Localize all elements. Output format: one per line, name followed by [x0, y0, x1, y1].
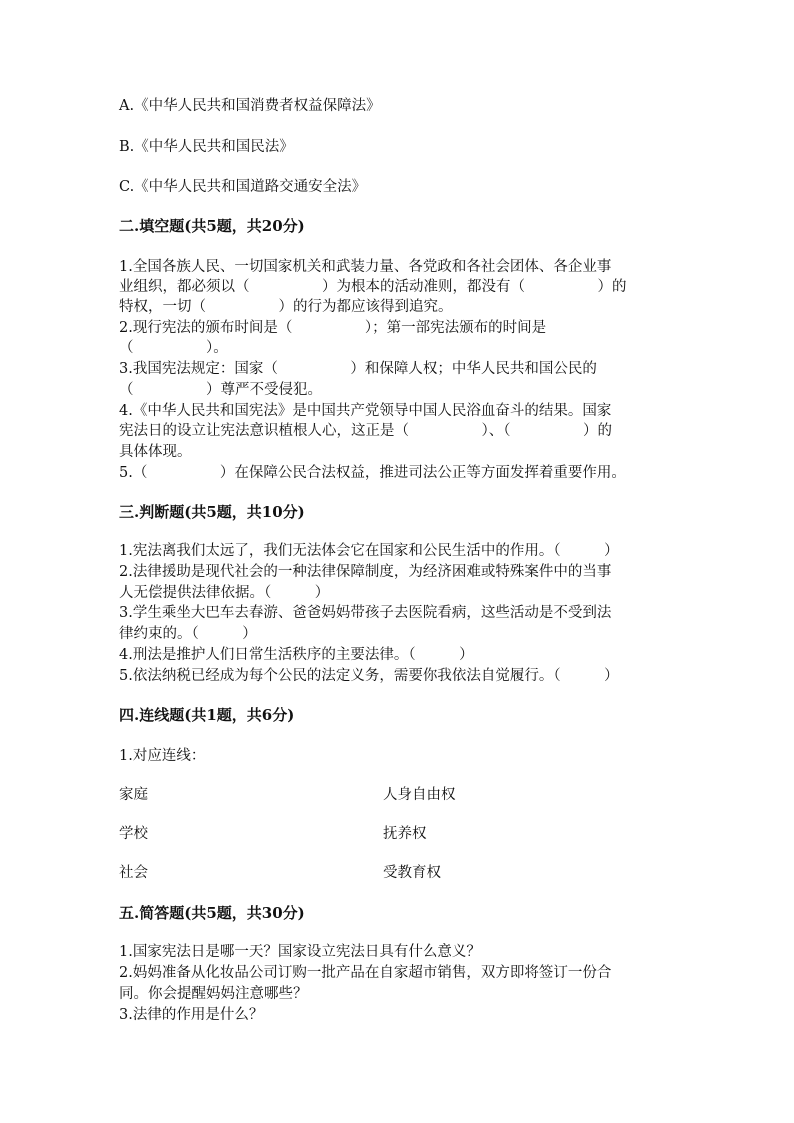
question-line: 2.现行宪法的颁布时间是（ ）；第一部宪法颁布的时间是	[119, 320, 547, 336]
choice-a: A.《中华人民共和国消费者权益保障法》	[119, 98, 381, 114]
question-line: 1.宪法离我们太远了，我们无法体会它在国家和公民生活中的作用。（ ）	[119, 543, 619, 559]
question-line: 宪法日的设立让宪法意识植根人心，这正是（ ）、（ ）的	[119, 423, 612, 439]
question-line: 3.我国宪法规定：国家（ ）和保障人权；中华人民共和国公民的	[119, 361, 597, 377]
question-line: 1.国家宪法日是哪一天？国家设立宪法日具有什么意义？	[119, 944, 481, 960]
question-line: 5.（ ）在保障公民合法权益，推进司法公正等方面发挥着重要作用。	[119, 465, 626, 481]
question-line: 特权，一切（ ）的行为都应该得到追究。	[119, 299, 453, 315]
section-heading-matching: 四.连线题(共1题，共6分)	[119, 706, 295, 724]
question-line: 5.依法纳税已经成为每个公民的法定义务，需要你我依法自觉履行。（ ）	[119, 668, 619, 684]
question-line: 2.法律援助是现代社会的一种法律保障制度，为经济困难或特殊案件中的当事	[119, 564, 612, 580]
match-right-item: 抚养权	[383, 826, 427, 842]
choice-c: C.《中华人民共和国道路交通安全法》	[119, 179, 367, 195]
match-right-item: 受教育权	[383, 865, 441, 881]
section-heading-fill-blank: 二.填空题(共5题，共20分)	[119, 217, 305, 235]
section-heading-true-false: 三.判断题(共5题，共10分)	[119, 503, 305, 521]
match-left-item: 家庭	[119, 787, 148, 803]
match-left-item: 社会	[119, 865, 148, 881]
question-line: 4.《中华人民共和国宪法》是中国共产党领导中国人民浴血奋斗的结果。国家	[119, 403, 612, 419]
question-line: 3.法律的作用是什么？	[119, 1007, 264, 1023]
question-line: 具体体现。	[119, 444, 192, 460]
question-line: 1.全国各族人民、一切国家机关和武装力量、各党政和各社会团体、各企业事	[119, 259, 612, 275]
question-line: （ ）尊严不受侵犯。	[119, 382, 322, 398]
question-line: 2.妈妈准备从化妆品公司订购一批产品在自家超市销售，双方即将签订一份合	[119, 965, 612, 981]
question-line: 律约束的。（ ）	[119, 626, 257, 642]
question-line: （ ）。	[119, 340, 228, 356]
section-heading-short-answer: 五.简答题(共5题，共30分)	[119, 904, 305, 922]
question-line: 业组织，都必须以（ ）为根本的活动准则，都没有（ ）的	[119, 279, 627, 295]
choice-b: B.《中华人民共和国民法》	[119, 139, 294, 155]
question-line: 同。你会提醒妈妈注意哪些？	[119, 986, 308, 1002]
question-line: 1.对应连线：	[119, 748, 206, 764]
question-line: 4.刑法是推护人们日常生活秩序的主要法律。（ ）	[119, 647, 474, 663]
question-line: 人无偿提供法律依据。（ ）	[119, 585, 330, 601]
match-left-item: 学校	[119, 826, 148, 842]
question-line: 3.学生乘坐大巴车去春游、爸爸妈妈带孩子去医院看病，这些活动是不受到法	[119, 605, 612, 621]
match-right-item: 人身自由权	[383, 787, 456, 803]
